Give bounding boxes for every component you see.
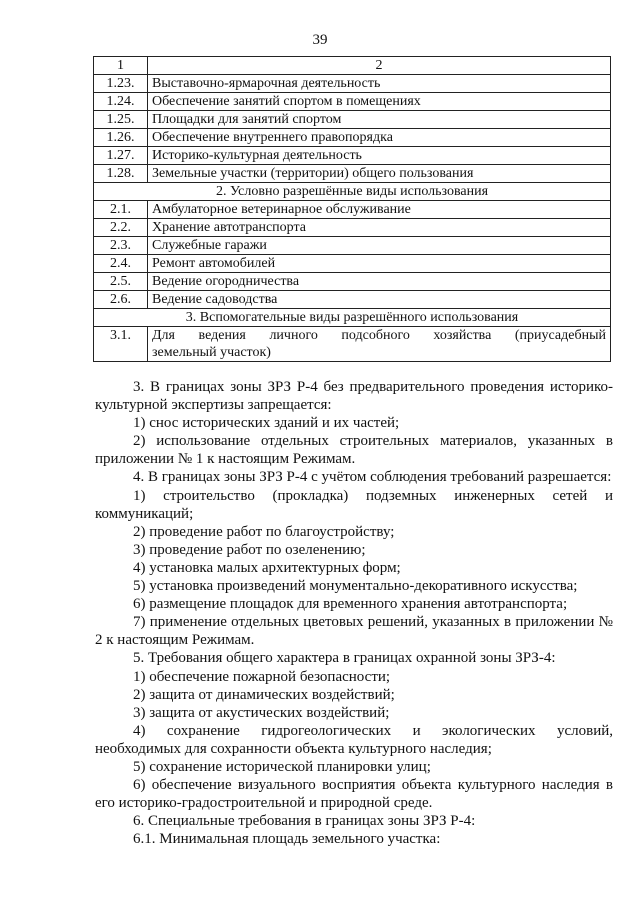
- row-number: 2.2.: [94, 219, 148, 237]
- header-col-2: 2: [148, 57, 611, 75]
- table-header-row: [94, 57, 611, 75]
- paragraph: 1) строительство (прокладка) подземных инженерных сетей и коммуникаций;: [95, 487, 613, 522]
- paragraph: 6. Специальные требования в границах зоны ЗРЗ Р-4:: [133, 813, 476, 830]
- table-row: [94, 129, 611, 147]
- table-row: [94, 219, 611, 237]
- row-text: Ведение огородничества: [148, 273, 611, 291]
- page-number: 39: [312, 32, 328, 48]
- section-heading-row: [94, 183, 611, 201]
- row-text-line: земельный участок): [152, 345, 271, 360]
- row-text: Выставочно-ярмарочная деятельность: [148, 75, 611, 93]
- row-number: 1.25.: [94, 111, 148, 129]
- row-text: Амбулаторное ветеринарное обслуживание: [148, 201, 611, 219]
- land-use-table: [93, 56, 611, 362]
- paragraph: 7) применение отдельных цветовых решений, указанных в приложении № 2 к настоящим Режимам.: [95, 614, 613, 649]
- row-number: 1.28.: [94, 165, 148, 183]
- row-number: 2.3.: [94, 237, 148, 255]
- paragraph: 3. В границах зоны ЗРЗ Р-4 без предварительного проведения историко-культурной экспертизы запрещается:: [95, 379, 613, 414]
- body-text: [95, 378, 613, 848]
- row-number: 2.5.: [94, 273, 148, 291]
- row-text: Служебные гаражи: [148, 237, 611, 255]
- header-col-1: 1: [94, 57, 148, 75]
- paragraph: 5) установка произведений монументально-декоративного искусства;: [133, 578, 578, 595]
- table-row: [94, 147, 611, 165]
- paragraph: 2) защита от динамических воздействий;: [133, 686, 395, 703]
- paragraph: 6.1. Минимальная площадь земельного участка:: [133, 831, 441, 848]
- row-text-line: Для ведения личного подсобного хозяйства (приусадебный: [152, 328, 606, 343]
- row-text: Земельные участки (территории) общего пользования: [148, 165, 611, 183]
- row-number: 1.27.: [94, 147, 148, 165]
- table-row: [94, 327, 611, 362]
- row-number: 2.1.: [94, 201, 148, 219]
- table-row: [94, 273, 611, 291]
- paragraph: 5) сохранение исторической планировки улиц;: [133, 758, 431, 775]
- section-heading-auxiliary: 3. Вспомогательные виды разрешённого использования: [94, 309, 611, 327]
- row-text: Хранение автотранспорта: [148, 219, 611, 237]
- row-number: 2.6.: [94, 291, 148, 309]
- table-row: [94, 201, 611, 219]
- paragraph: 1) снос исторических зданий и их частей;: [133, 415, 400, 432]
- row-number: 3.1.: [94, 327, 148, 362]
- table-row: [94, 165, 611, 183]
- table-row: [94, 111, 611, 129]
- section-heading-row: [94, 309, 611, 327]
- paragraph: 1) обеспечение пожарной безопасности;: [133, 668, 391, 685]
- paragraph: 4) сохранение гидрогеологических и экологических условий, необходимых для сохранности объекта культурного наследия;: [95, 722, 613, 757]
- paragraph: 3) защита от акустических воздействий;: [133, 704, 390, 721]
- row-text-multiline: [148, 327, 611, 362]
- row-number: 2.4.: [94, 255, 148, 273]
- paragraph: 2) проведение работ по благоустройству;: [133, 523, 395, 540]
- table-row: [94, 75, 611, 93]
- row-text: Обеспечение внутреннего правопорядка: [148, 129, 611, 147]
- row-number: 1.23.: [94, 75, 148, 93]
- section-heading-conditional: 2. Условно разрешённые виды использования: [94, 183, 611, 201]
- row-number: 1.26.: [94, 129, 148, 147]
- row-text: Ремонт автомобилей: [148, 255, 611, 273]
- paragraph: 4) установка малых архитектурных форм;: [133, 559, 401, 576]
- row-text: Площадки для занятий спортом: [148, 111, 611, 129]
- table-row: [94, 255, 611, 273]
- table-row: [94, 93, 611, 111]
- paragraph: 5. Требования общего характера в границах охранной зоны ЗРЗ-4:: [133, 650, 556, 667]
- row-text: Историко-культурная деятельность: [148, 147, 611, 165]
- paragraph: 6) размещение площадок для временного хранения автотранспорта;: [133, 596, 568, 613]
- table-row: [94, 291, 611, 309]
- row-text: Обеспечение занятий спортом в помещениях: [148, 93, 611, 111]
- row-text: Ведение садоводства: [148, 291, 611, 309]
- row-number: 1.24.: [94, 93, 148, 111]
- paragraph: 4. В границах зоны ЗРЗ Р-4 с учётом соблюдения требований разрешается:: [133, 469, 612, 486]
- paragraph: 6) обеспечение визуального восприятия объекта культурного наследия в его историко-градостроительной и природной среде.: [95, 777, 613, 812]
- table-row: [94, 237, 611, 255]
- paragraph: 2) использование отдельных строительных материалов, указанных в приложении № 1 к настоящим Режимам.: [95, 433, 613, 468]
- paragraph: 3) проведение работ по озеленению;: [133, 541, 366, 558]
